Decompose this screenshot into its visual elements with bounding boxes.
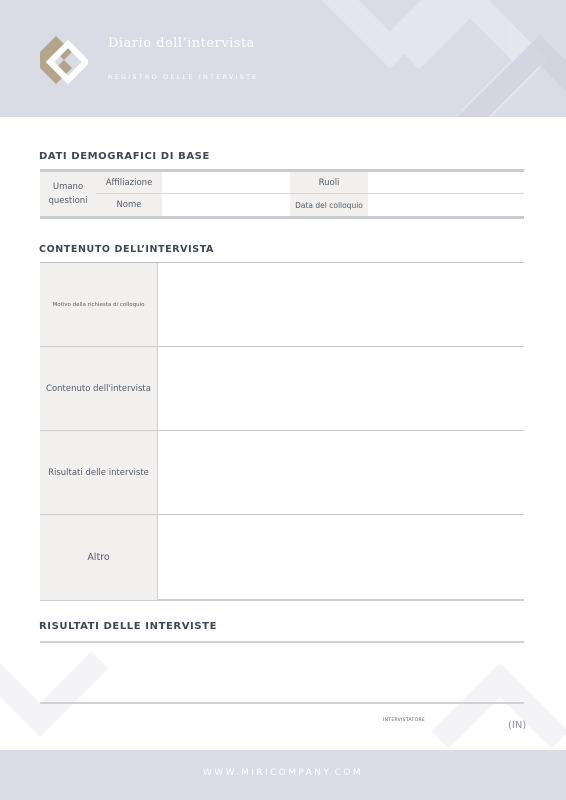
- results-field[interactable]: [40, 644, 524, 701]
- row-divider: [96, 193, 524, 194]
- page-header: [0, 0, 566, 117]
- page-subtitle: REGISTRO DELLE INTERVISTE: [108, 73, 259, 81]
- results-bottom-rule: [40, 702, 524, 704]
- content-label: Contenuto dell'intervista: [40, 347, 158, 430]
- other-field[interactable]: [158, 515, 524, 600]
- logo-icon: [36, 34, 88, 86]
- results-field[interactable]: [158, 431, 524, 514]
- content-field[interactable]: [158, 347, 524, 430]
- other-label: Altro: [40, 515, 158, 600]
- affiliation-field[interactable]: [162, 172, 290, 194]
- footer-website[interactable]: WWW.MIRICOMPANY.COM: [203, 768, 363, 778]
- reason-label: Motivo della richiesta di colloquio: [40, 263, 158, 346]
- roles-field[interactable]: [368, 172, 524, 194]
- human-resources-label: Umano questioni: [40, 172, 96, 216]
- content-row: [40, 263, 524, 347]
- roles-label: Ruoli: [290, 172, 368, 194]
- results-label: Risultati delle interviste: [40, 431, 158, 514]
- name-field[interactable]: [162, 194, 290, 216]
- demographics-section-title: DATI DEMOGRAFICI DI BASE: [39, 151, 210, 162]
- in-label: (IN): [508, 720, 527, 731]
- page-title: Diario dell’intervista: [108, 36, 255, 51]
- affiliation-label: Affiliazione: [96, 172, 162, 194]
- interview-date-label: Data del colloquio: [290, 194, 368, 216]
- demographics-table: [40, 169, 524, 219]
- results-section-title: RISULTATI DELLE INTERVISTE: [39, 621, 218, 632]
- content-row: [40, 515, 524, 600]
- content-row: [40, 431, 524, 515]
- interview-content-table: [40, 262, 524, 601]
- reason-field[interactable]: [158, 263, 524, 346]
- name-label: Nome: [96, 194, 162, 216]
- results-top-rule: [40, 641, 524, 643]
- content-row: [40, 347, 524, 431]
- interview-date-field[interactable]: [368, 194, 524, 216]
- interviewer-label: INTERVISTATORE: [383, 718, 426, 723]
- interview-content-section-title: CONTENUTO DELL’INTERVISTA: [39, 244, 214, 255]
